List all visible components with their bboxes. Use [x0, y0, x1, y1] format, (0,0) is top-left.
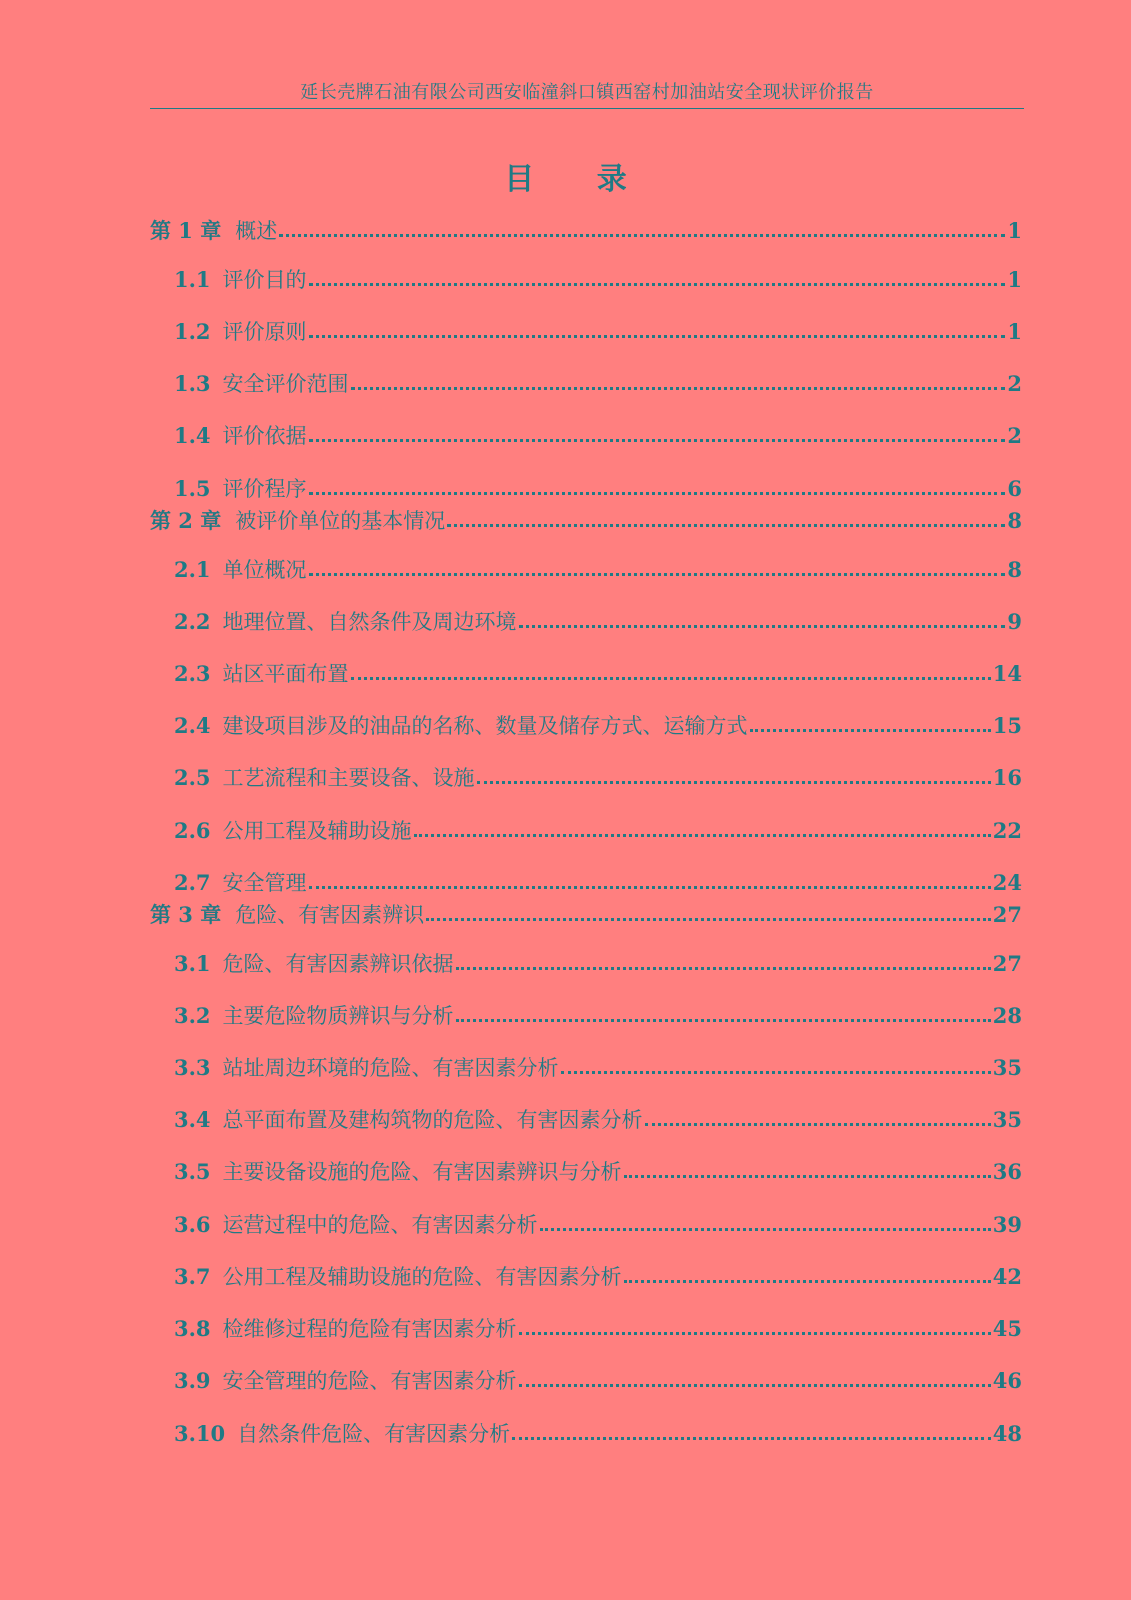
toc-dot-leader: [540, 1228, 991, 1231]
toc-entry-page: 46: [992, 1368, 1022, 1393]
toc-dot-leader: [645, 1123, 991, 1126]
toc-entry-number: 2.7: [174, 870, 211, 895]
toc-entry-page: 2: [1007, 371, 1022, 396]
toc-section-entry[interactable]: [174, 314, 1022, 344]
toc-entry-number: 3.2: [174, 1003, 211, 1028]
toc-section-entry[interactable]: [174, 708, 1022, 738]
toc-title: 目 录: [504, 162, 653, 197]
toc-entry-number: 1.3: [174, 371, 211, 396]
toc-dot-leader: [309, 492, 1006, 495]
toc-entry-page: 27: [992, 902, 1022, 927]
toc-entry-number: 3.10: [174, 1421, 226, 1446]
toc-entry-number: 2.5: [174, 765, 211, 790]
toc-entry-number: 3.8: [174, 1316, 211, 1341]
toc-entry-page: 1: [1007, 267, 1022, 292]
toc-entry-label: 被评价单位的基本情况: [235, 509, 446, 533]
toc-entry-page: 6: [1007, 476, 1022, 501]
running-header: 延长壳牌石油有限公司西安临潼斜口镇西窑村加油站安全现状评价报告: [150, 82, 1024, 109]
toc-dot-leader: [456, 967, 991, 970]
toc-entry-page: 22: [992, 818, 1022, 843]
toc-entry-page: 42: [992, 1264, 1022, 1289]
toc-entry-number: 3.5: [174, 1159, 211, 1184]
toc-entry-number: 3.7: [174, 1264, 211, 1289]
toc-section-entry[interactable]: [174, 1207, 1022, 1237]
toc-dot-leader: [414, 834, 991, 837]
toc-section-entry[interactable]: [174, 471, 1022, 501]
toc-entry-number: 2.2: [174, 609, 211, 634]
toc-section-entry[interactable]: [174, 604, 1022, 634]
toc-dot-leader: [309, 886, 991, 889]
toc-entry-label: 建设项目涉及的油品的名称、数量及储存方式、运输方式: [222, 714, 748, 738]
toc-section-entry[interactable]: [174, 1416, 1022, 1446]
toc-entry-number: 2.4: [174, 713, 211, 738]
toc-entry-label: 安全管理: [222, 871, 307, 895]
toc-dot-leader: [456, 1019, 991, 1022]
toc-entry-label: 总平面布置及建构筑物的危险、有害因素分析: [222, 1108, 643, 1132]
toc-section-entry[interactable]: [174, 760, 1022, 790]
toc-entry-page: 2: [1007, 423, 1022, 448]
toc-dot-leader: [279, 234, 1005, 237]
toc-entry-page: 48: [992, 1421, 1022, 1446]
toc-entry-number: 3.9: [174, 1368, 211, 1393]
toc-entry-number: 第 1 章: [150, 218, 222, 243]
toc-entry-number: 3.3: [174, 1055, 211, 1080]
toc-entry-number: 2.3: [174, 661, 211, 686]
toc-entry-page: 45: [992, 1316, 1022, 1341]
toc-dot-leader: [477, 781, 991, 784]
toc-entry-label: 评价目的: [222, 268, 307, 292]
toc-entry-page: 35: [992, 1055, 1022, 1080]
toc-entry-label: 自然条件危险、有害因素分析: [237, 1422, 511, 1446]
toc-entry-page: 35: [992, 1107, 1022, 1132]
toc-dot-leader: [426, 918, 991, 921]
toc-entry-label: 地理位置、自然条件及周边环境: [222, 610, 517, 634]
toc-entry-label: 站址周边环境的危险、有害因素分析: [222, 1056, 559, 1080]
toc-section-entry[interactable]: [174, 813, 1022, 843]
toc-entry-label: 危险、有害因素辨识: [235, 903, 425, 927]
toc-entry-label: 主要设备设施的危险、有害因素辨识与分析: [222, 1160, 622, 1184]
toc-entry-number: 1.2: [174, 319, 211, 344]
toc-entry-page: 8: [1007, 508, 1022, 533]
toc-section-entry[interactable]: [174, 1363, 1022, 1393]
toc-entry-page: 15: [992, 713, 1022, 738]
toc-entry-number: 2.6: [174, 818, 211, 843]
toc-entry-label: 安全评价范围: [222, 372, 349, 396]
toc-dot-leader: [750, 729, 991, 732]
toc-entry-label: 检维修过程的危险有害因素分析: [222, 1317, 517, 1341]
toc-entry-label: 安全管理的危险、有害因素分析: [222, 1369, 517, 1393]
toc-entry-label: 工艺流程和主要设备、设施: [222, 766, 475, 790]
toc-entry-number: 1.4: [174, 423, 211, 448]
toc-entry-number: 第 3 章: [150, 902, 222, 927]
toc-dot-leader: [624, 1175, 991, 1178]
toc-section-entry[interactable]: [174, 1102, 1022, 1132]
toc-dot-leader: [519, 1332, 991, 1335]
toc-dot-leader: [309, 573, 1006, 576]
toc-dot-leader: [624, 1280, 991, 1283]
toc-section-entry[interactable]: [174, 656, 1022, 686]
toc-dot-leader: [309, 335, 1006, 338]
toc-section-entry[interactable]: [174, 1050, 1022, 1080]
toc-entry-page: 27: [992, 951, 1022, 976]
toc-section-entry[interactable]: [174, 552, 1022, 582]
toc-entry-number: 1.5: [174, 476, 211, 501]
toc-dot-leader: [561, 1071, 991, 1074]
toc-entry-label: 评价原则: [222, 320, 307, 344]
toc-entry-label: 站区平面布置: [222, 662, 349, 686]
toc-entry-label: 评价程序: [222, 477, 307, 501]
toc-entry-number: 第 2 章: [150, 508, 222, 533]
toc-dot-leader: [447, 524, 1005, 527]
toc-entry-number: 3.1: [174, 951, 211, 976]
toc-entry-label: 主要危险物质辨识与分析: [222, 1004, 454, 1028]
toc-section-entry[interactable]: [174, 262, 1022, 292]
toc-entry-label: 公用工程及辅助设施: [222, 819, 412, 843]
toc-entry-page: 8: [1007, 557, 1022, 582]
toc-dot-leader: [519, 1384, 991, 1387]
toc-entry-page: 9: [1007, 609, 1022, 634]
toc-chapter-entry[interactable]: [150, 213, 1022, 243]
toc-chapter-entry[interactable]: [150, 503, 1022, 533]
toc-entry-page: 16: [992, 765, 1022, 790]
toc-entry-page: 39: [992, 1212, 1022, 1237]
toc-section-entry[interactable]: [174, 1154, 1022, 1184]
toc-entry-label: 单位概况: [222, 558, 307, 582]
toc-entry-number: 2.1: [174, 557, 211, 582]
toc-section-entry[interactable]: [174, 946, 1022, 976]
toc-section-entry[interactable]: [174, 366, 1022, 396]
toc-entry-label: 概述: [235, 219, 278, 243]
toc-entry-page: 1: [1007, 319, 1022, 344]
toc-entry-label: 评价依据: [222, 424, 307, 448]
toc-entry-label: 公用工程及辅助设施的危险、有害因素分析: [222, 1265, 622, 1289]
toc-dot-leader: [309, 439, 1006, 442]
toc-dot-leader: [351, 387, 1006, 390]
toc-entry-page: 28: [992, 1003, 1022, 1028]
toc-entry-page: 1: [1007, 218, 1022, 243]
toc-dot-leader: [309, 283, 1006, 286]
toc-entry-number: 3.4: [174, 1107, 211, 1132]
toc-section-entry[interactable]: [174, 998, 1022, 1028]
toc-section-entry[interactable]: [174, 865, 1022, 895]
toc-section-entry[interactable]: [174, 1311, 1022, 1341]
toc-entry-label: 运营过程中的危险、有害因素分析: [222, 1213, 538, 1237]
toc-entry-number: 1.1: [174, 267, 211, 292]
toc-chapter-entry[interactable]: [150, 897, 1022, 927]
toc-entry-label: 危险、有害因素辨识依据: [222, 952, 454, 976]
toc-section-entry[interactable]: [174, 1259, 1022, 1289]
toc-dot-leader: [512, 1437, 991, 1440]
toc-entry-number: 3.6: [174, 1212, 211, 1237]
toc-section-entry[interactable]: [174, 418, 1022, 448]
toc-entry-page: 36: [992, 1159, 1022, 1184]
toc-dot-leader: [351, 677, 991, 680]
toc-entry-page: 14: [992, 661, 1022, 686]
toc-dot-leader: [519, 625, 1006, 628]
toc-entry-page: 24: [992, 870, 1022, 895]
